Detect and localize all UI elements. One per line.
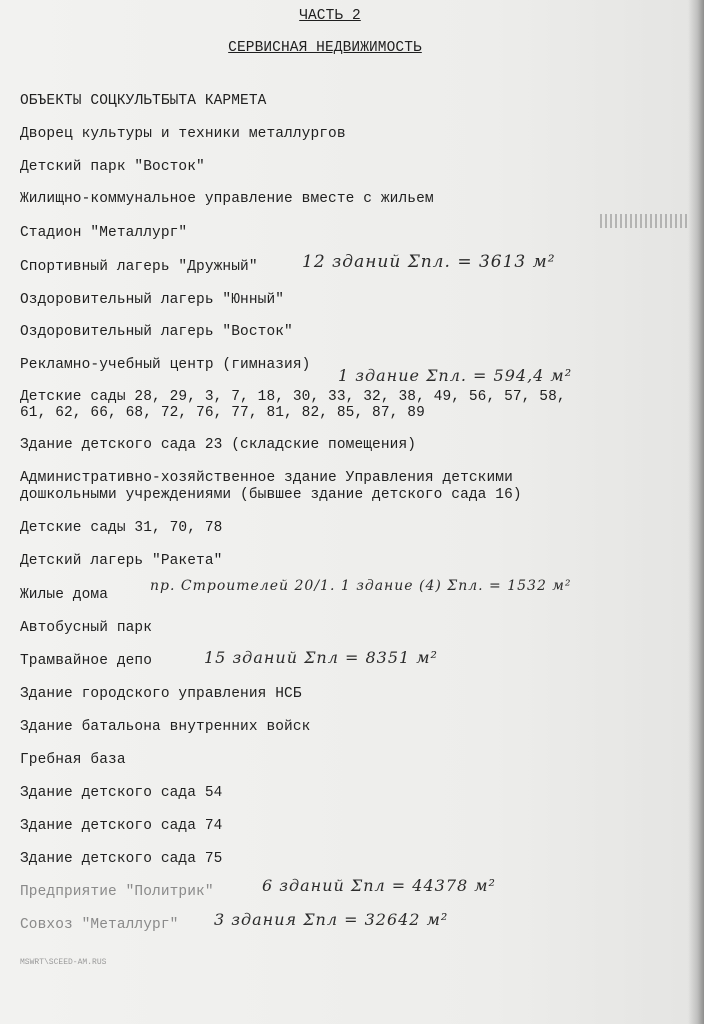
list-item: Жилые дома — [20, 587, 109, 603]
handwritten-note: 3 здания Σпл = 32642 м² — [214, 910, 449, 929]
list-item: Жилищно-коммунальное управление вместе с жильем — [20, 191, 434, 207]
section-heading: ОБЪЕКТЫ СОЦКУЛЬТБЫТА КАРМЕТА — [20, 93, 267, 109]
list-item: Административно-хозяйственное здание Управления детскими — [20, 470, 513, 486]
list-item: Гребная база — [20, 752, 126, 768]
handwritten-note: 6 зданий Σпл = 44378 м² — [262, 876, 496, 895]
list-item: дошкольными учреждениями (бывшее здание детского сада 16) — [20, 487, 522, 503]
list-item: Здание детского сада 74 — [20, 818, 223, 834]
part-heading: ЧАСТЬ 2 — [299, 8, 361, 24]
list-item: Стадион "Металлург" — [20, 225, 188, 241]
list-item: Трамвайное депо — [20, 653, 153, 669]
scan-noise — [600, 214, 690, 228]
list-item: Детский лагерь "Ракета" — [20, 553, 223, 569]
list-item: Здание детского сада 75 — [20, 851, 223, 867]
list-item: Здание городского управления НСБ — [20, 686, 302, 702]
list-item: Здание батальона внутренних войск — [20, 719, 311, 735]
list-item: Здание детского сада 54 — [20, 785, 223, 801]
list-item: Оздоровительный лагерь "Восток" — [20, 324, 293, 340]
list-item: Спортивный лагерь "Дружный" — [20, 259, 258, 275]
list-item: Дворец культуры и техники металлургов — [20, 126, 346, 142]
list-item: Оздоровительный лагерь "Юнный" — [20, 292, 285, 308]
list-item: Детские сады 31, 70, 78 — [20, 520, 223, 536]
list-item: Автобусный парк — [20, 620, 153, 636]
list-item: Рекламно-учебный центр (гимназия) — [20, 357, 311, 373]
handwritten-note: 1 здание Σпл. = 594,4 м² — [338, 366, 573, 385]
list-item: Здание детского сада 23 (складские помещения) — [20, 437, 417, 453]
list-item: Детские сады 28, 29, 3, 7, 18, 30, 33, 32, 38, 49, 56, 57, 58, — [20, 389, 566, 405]
page-edge-shadow — [688, 0, 704, 1024]
list-item: Совхоз "Металлург" — [20, 917, 179, 933]
file-path-footer: MSWRT\SCEED-AM.RUS — [20, 958, 107, 967]
list-item: Предприятие "Политрик" — [20, 884, 214, 900]
handwritten-note: пр. Строителей 20/1. 1 здание (4) Σпл. = 1532 м² — [150, 578, 572, 594]
list-item: 61, 62, 66, 68, 72, 76, 77, 81, 82, 85, 87, 89 — [20, 405, 425, 421]
handwritten-note: 12 зданий Σпл. = 3613 м² — [302, 252, 556, 272]
list-item: Детский парк "Восток" — [20, 159, 205, 175]
handwritten-note: 15 зданий Σпл = 8351 м² — [204, 648, 438, 667]
page-title: СЕРВИСНАЯ НЕДВИЖИМОСТЬ — [228, 40, 422, 56]
